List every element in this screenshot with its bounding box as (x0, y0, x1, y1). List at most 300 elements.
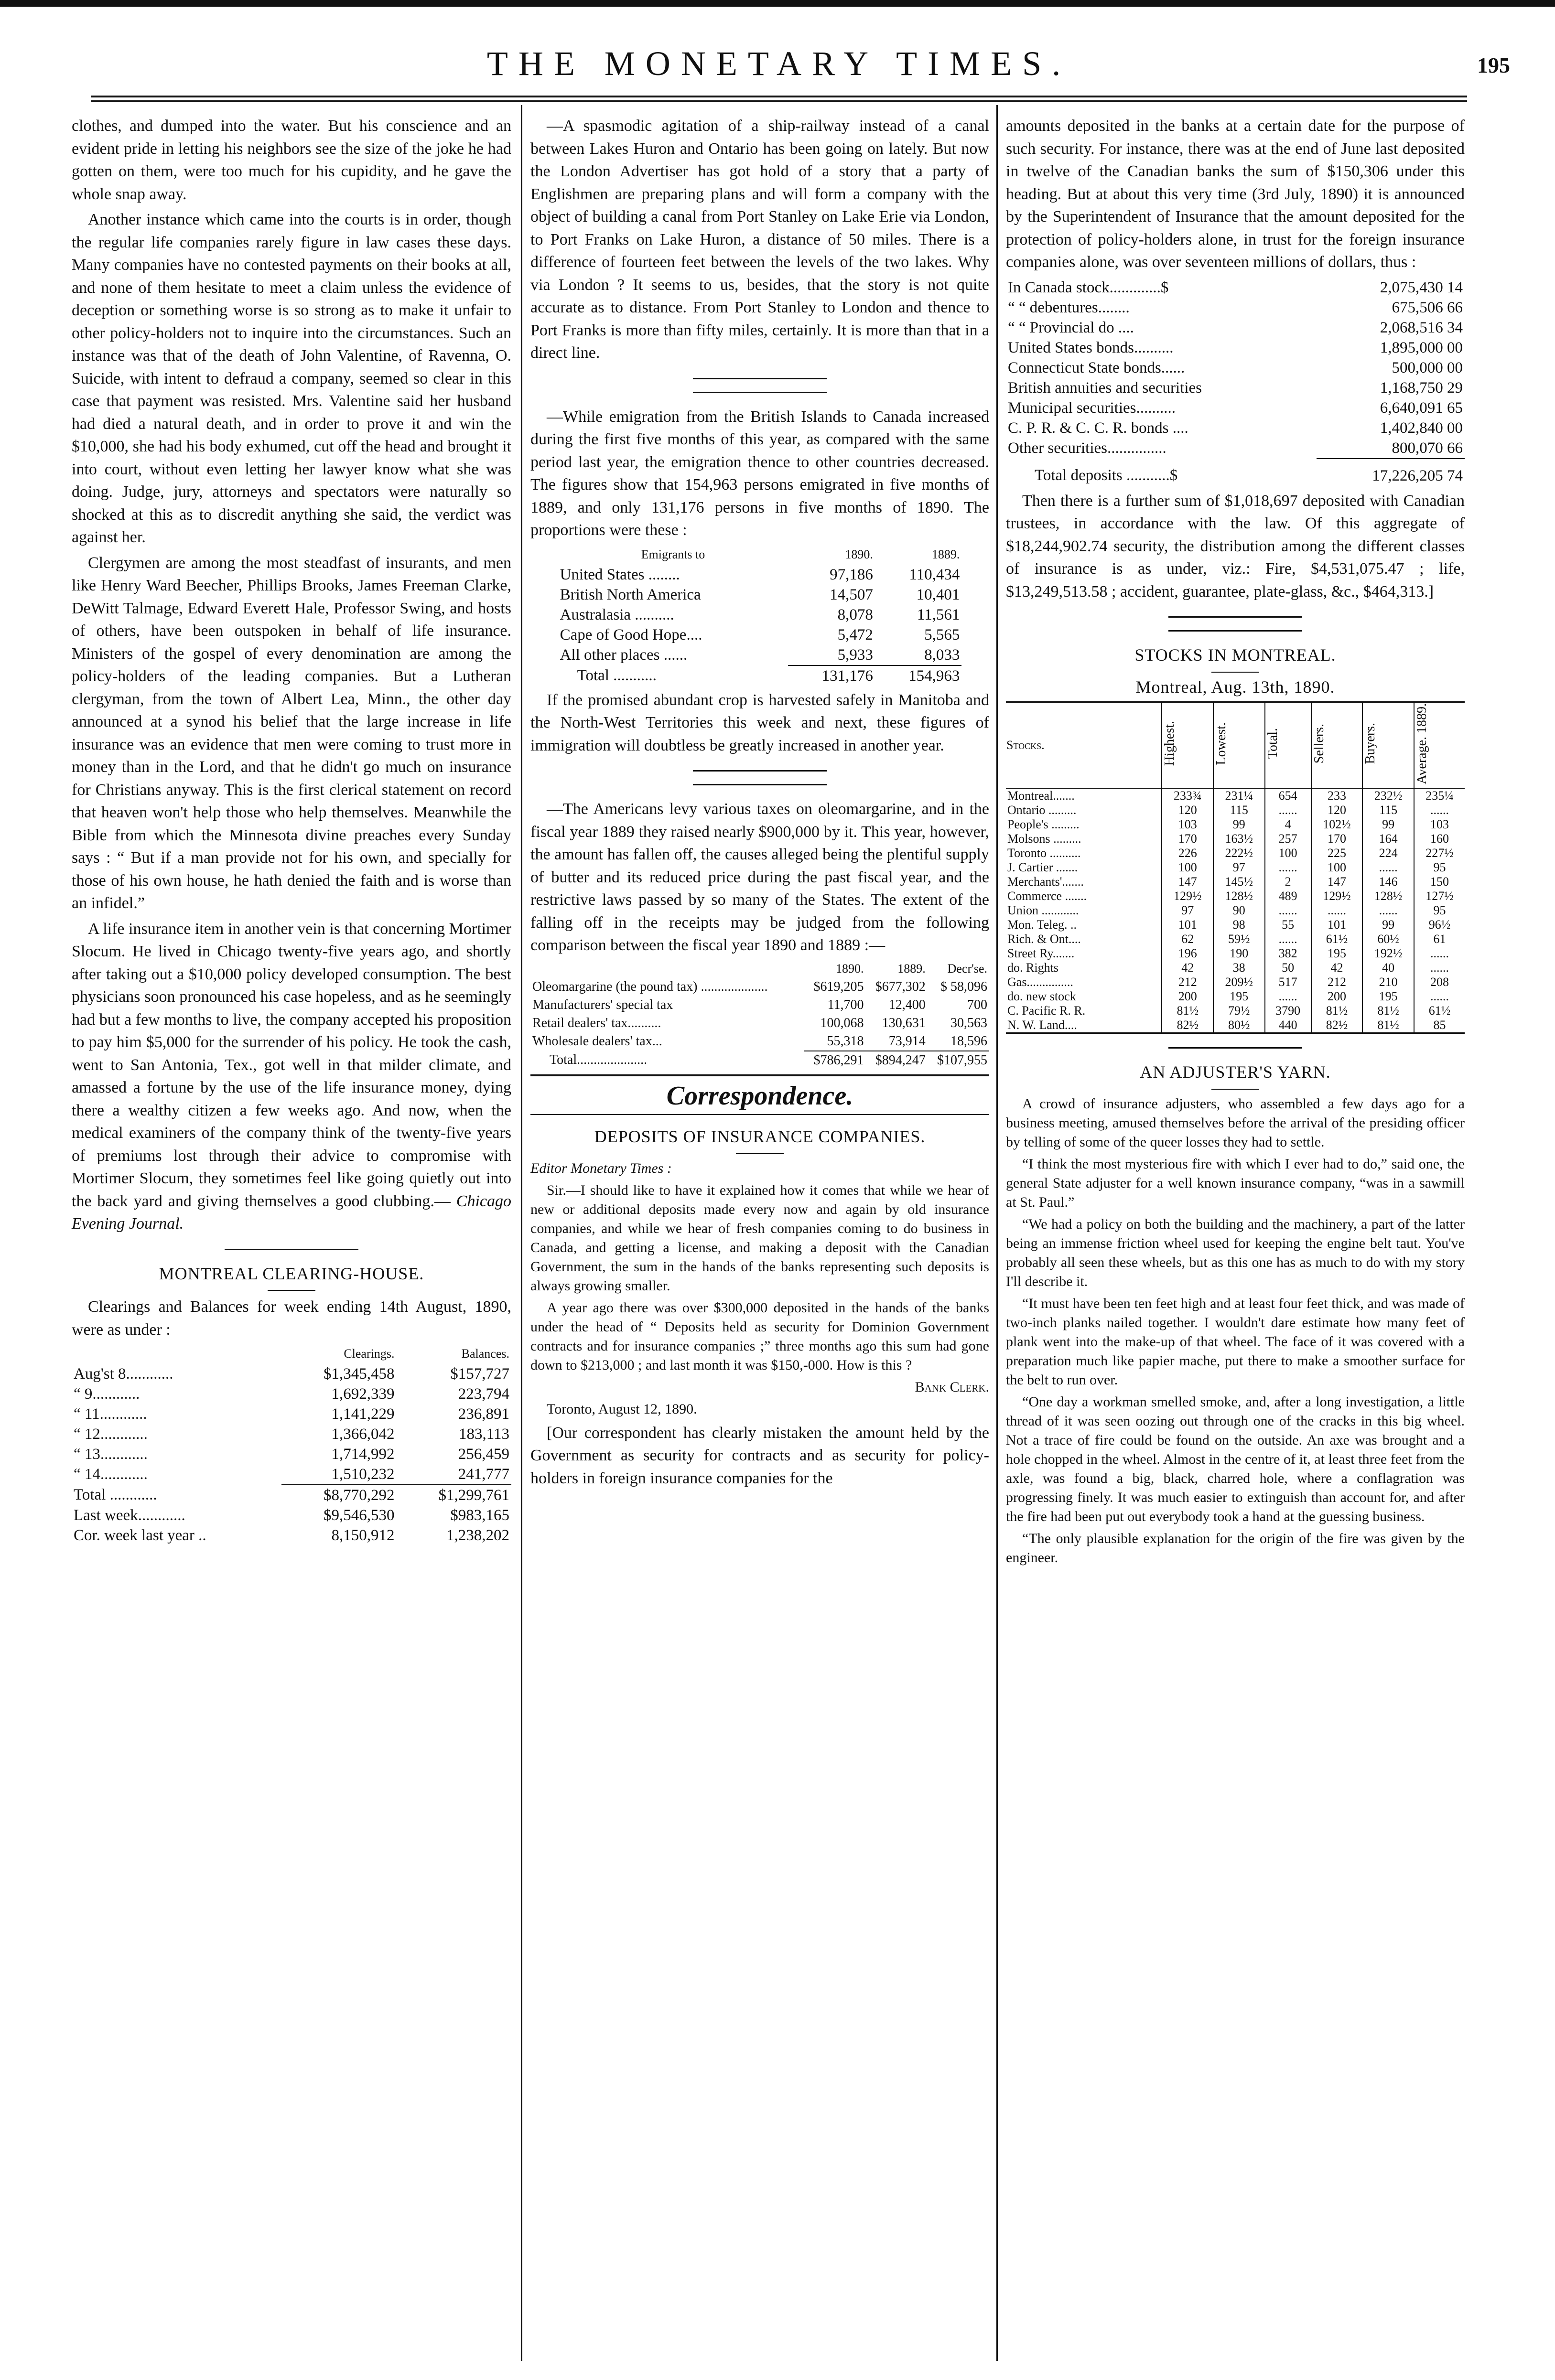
table-row (530, 1032, 989, 1051)
emigration-table (558, 545, 962, 686)
cell-highest: 103 (1162, 817, 1213, 832)
cell-buyers: ...... (1362, 860, 1414, 875)
row-label: Total ........... (577, 666, 657, 684)
row-label: “ “ debentures........ (1008, 299, 1130, 316)
cell-sellers: ...... (1311, 903, 1363, 918)
stocks-heading: STOCKS IN MONTREAL. (1134, 645, 1336, 665)
table-row (558, 645, 962, 665)
col-header-1890: 1890. (836, 961, 864, 976)
cell-1890: $619,205 (813, 979, 864, 994)
col-header-sellers: Sellers. (1311, 702, 1363, 788)
cell-sellers: 200 (1311, 989, 1363, 1004)
row-label: Total ............ (74, 1486, 157, 1503)
header-rule-bottom (91, 100, 1467, 102)
section-separator (693, 784, 827, 785)
stock-row (1006, 788, 1465, 803)
article-paragraph: clothes, and dumped into the water. But his conscience and an evident pride in letting his neighbors see the size of the joke he had gotten on them, were too much for his cupidity, and he gave the whole snap away. (72, 117, 511, 203)
row-label: Retail dealers' tax.......... (532, 1015, 661, 1030)
stock-row (1006, 1018, 1465, 1033)
col-header-clearings: Clearings. (344, 1347, 395, 1361)
cell-buyers: 115 (1362, 803, 1414, 817)
cell-stock-name: N. W. Land.... (1007, 1018, 1077, 1032)
cell-total: 517 (1265, 975, 1311, 989)
row-label: Manufacturers' special tax (532, 997, 673, 1012)
cell-lowest: 80½ (1213, 1018, 1265, 1033)
row-label: Wholesale dealers' tax... (532, 1033, 662, 1049)
letter-addressee: Editor Monetary Times : (530, 1160, 672, 1176)
cell-average-1889: 127½ (1414, 889, 1465, 903)
cell-highest: 233¾ (1162, 788, 1213, 803)
row-label: In Canada stock.............$ (1008, 279, 1169, 296)
cell-1889: 8,033 (924, 646, 960, 664)
cell-stock-name: Mon. Teleg. .. (1007, 918, 1077, 932)
cell-sellers: 129½ (1311, 889, 1363, 903)
cell-balances: $983,165 (450, 1507, 509, 1524)
column-1 (72, 115, 511, 2356)
column-divider-2 (996, 105, 998, 2361)
cell-lowest: 79½ (1213, 1004, 1265, 1018)
section-separator (1168, 1047, 1302, 1049)
cell-buyers: 224 (1362, 846, 1414, 860)
cell-total: ...... (1265, 989, 1311, 1004)
row-label: “ 11............ (74, 1405, 147, 1423)
letter-salutation (530, 1159, 989, 1178)
cell-lowest: 98 (1213, 918, 1265, 932)
article-paragraph: A crowd of insurance adjusters, who assembled a few days ago for a business meeting, amused themselves before the arrival of the presiding officer by telling of some of the queer losses they had to settle. (1006, 1095, 1465, 1150)
cell-sellers: 120 (1311, 803, 1363, 817)
cell-lowest: 195 (1213, 989, 1265, 1004)
cell-1889: 73,914 (888, 1033, 926, 1049)
col-header-1889: 1889. (931, 547, 960, 561)
cell-buyers: 60½ (1362, 932, 1414, 946)
editor-note: [Our correspondent has clearly mistaken the amount held by the Government as security for contracts and as security for policy-holders in foreign insurance companies for the (530, 1424, 989, 1487)
cell-value: 675,506 66 (1392, 299, 1463, 316)
letter-paragraph: A year ago there was over $300,000 deposited in the hands of the banks under the head of “ Deposits held as security for Dominion Government contracts and for insurance companies ;” three months ago this sum had gone down to $213,000 ; and last month it was $150,-000. How is this ? (530, 1299, 989, 1373)
section-separator (693, 392, 827, 393)
table-row (72, 1364, 511, 1384)
cell-stock-name: Montreal....... (1007, 789, 1075, 803)
stock-row (1006, 860, 1465, 875)
cell-balances: 241,777 (458, 1466, 509, 1483)
cell-lowest: 59½ (1213, 932, 1265, 946)
cell-decrease: $107,955 (928, 1051, 989, 1070)
cell-highest: 212 (1162, 975, 1213, 989)
cell-highest: 147 (1162, 875, 1213, 889)
cell-buyers: 40 (1362, 961, 1414, 975)
stock-row (1006, 975, 1465, 989)
column-2 (530, 115, 989, 2356)
cell-total: 100 (1265, 846, 1311, 860)
clearing-intro: Clearings and Balances for week ending 14th August, 1890, were as under : (72, 1298, 511, 1339)
cell-balances: $157,727 (450, 1365, 509, 1383)
cell-value: 6,640,091 65 (1380, 399, 1463, 417)
cell-1890: 97,186 (830, 566, 873, 583)
article-paragraph: —A spasmodic agitation of a ship-railway instead of a canal between Lakes Huron and Ontario has been going on lately. But now the London Advertiser has got hold of a story that a party of Englishmen are preparing plans and will form a company with the object of building a canal from Port Stanley on Lake Erie via London, to Port Franks on Lake Huron, a distance of 50 miles. There is a difference of fourteen feet between the levels of the two lakes. Why via London ? It seems to us, besides, that the story is not quite accurate as to distance. From Port Stanley to London and thence to Port Franks is more than fifty miles, certainly. It is more than that in a direct line. (530, 117, 989, 362)
cell-buyers: 128½ (1362, 889, 1414, 903)
row-label: “ “ Provincial do .... (1008, 319, 1134, 336)
cell-lowest: 209½ (1213, 975, 1265, 989)
cell-stock-name: Commerce ....... (1007, 889, 1087, 903)
cell-total: ...... (1265, 903, 1311, 918)
cell-value: 1,895,000 00 (1380, 339, 1463, 356)
cell-highest: 196 (1162, 946, 1213, 961)
cell-1889: 5,565 (924, 626, 960, 643)
total-row (530, 1051, 989, 1070)
table-header-row (1006, 702, 1465, 788)
page-number: 195 (1477, 53, 1510, 77)
cell-value: 1,402,840 00 (1380, 419, 1463, 437)
clearing-house-table (72, 1344, 511, 1545)
cell-buyers: 81½ (1362, 1004, 1414, 1018)
cell-sellers: 101 (1311, 918, 1363, 932)
row-label: United States ........ (560, 566, 680, 583)
col-header-1889: 1889. (897, 961, 926, 976)
cell-value: 2,068,516 34 (1380, 319, 1463, 336)
cell-total: 55 (1265, 918, 1311, 932)
cell-buyers: 99 (1362, 817, 1414, 832)
cell-total: 654 (1265, 788, 1311, 803)
cell-1889: 110,434 (909, 566, 960, 583)
paragraph-text: A life insurance item in another vein is that concerning Mortimer Slocum. He lived in Chicago twenty-five years ago, and shortly after taking out a $10,000 policy developed consumption. The best physicians soon pronounced his case hopeless, and as he seemingly had but a few months to live, the company accepted his proposition to pay him $5,000 for the surrender of his policy. He took the cash, went to San Antonia, Tex., got well in that milder climate, and amassed a fortune by the use of the life insurance money, dying there a wealthy citizen a few weeks ago. And now, when the medical examiners of the company think of the twenty-five years of premiums lost through their advice to compromise with Mortimer Slocum, they sometimes feel like going quietly out into the back yard and giving themselves a good clubbing.— (72, 920, 511, 1210)
cell-decrease: 18,596 (950, 1033, 987, 1049)
cell-clearings: 1,141,229 (331, 1405, 395, 1423)
table-row (558, 625, 962, 645)
section-separator (1168, 630, 1302, 632)
cell-highest: 100 (1162, 860, 1213, 875)
cell-highest: 170 (1162, 832, 1213, 846)
cell-lowest: 163½ (1213, 832, 1265, 846)
cell-balances: $1,299,761 (396, 1485, 511, 1505)
cell-lowest: 128½ (1213, 889, 1265, 903)
table-row (530, 996, 989, 1014)
article-paragraph (72, 918, 511, 1235)
cell-1890: 5,933 (837, 646, 873, 664)
cell-average-1889: 96½ (1414, 918, 1465, 932)
cell-highest: 129½ (1162, 889, 1213, 903)
article-paragraph: Another instance which came into the courts is in order, though the regular life companies rarely figure in law cases these days. Many companies have no contested payments on their books at all, and none of them hesitate to meet a claim unless the evidence of deception or something worse is so strong as to make it unfair to other policy-holders not to inquire into the circumstances. Such an instance was that of the death of John Valentine, of Ravenna, O. Suicide, with intent to defraud a company, seemed so clear in this case that payment was resisted. Mrs. Valentine said her husband had died a natural death, and in order to prove it and win the $10,000, she had his body exhumed, cut off the head and brought it into court, without even letting her lawyer know what she was doing. Judge, jury, attorneys and spectators were naturally so shocked at this as to discredit anything she said, the verdict was against her. (72, 211, 511, 546)
deposits-table (1006, 278, 1465, 486)
cell-highest: 62 (1162, 932, 1213, 946)
cell-stock-name: Merchants'....... (1007, 875, 1084, 889)
table-row (72, 1424, 511, 1444)
table-row (72, 1505, 511, 1525)
cell-sellers: 42 (1311, 961, 1363, 975)
cell-average-1889: 227½ (1414, 846, 1465, 860)
article-paragraph: —While emigration from the British Islands to Canada increased during the first five months of this year, as compared with the same period last year, the emigration thence to other countries decreased. The figures show that 154,963 persons emigrated in five months of 1889, and only 131,176 persons in five months of 1890. The proportions were these : (530, 407, 989, 539)
row-label: British annuities and securities (1008, 379, 1202, 397)
article-paragraph: If the promised abundant crop is harvested safely in Manitoba and the North-West Territories this week and next, these figures of immigration will doubtless be greatly increased in another year. (530, 691, 989, 754)
table-row (558, 585, 962, 605)
cell-lowest: 222½ (1213, 846, 1265, 860)
cell-average-1889: ...... (1414, 961, 1465, 975)
row-label: Cape of Good Hope.... (560, 626, 702, 643)
cell-average-1889: 61 (1414, 932, 1465, 946)
cell-1889: 12,400 (888, 997, 926, 1012)
cell-clearings: $1,345,458 (323, 1365, 395, 1383)
yarn-heading: AN ADJUSTER'S YARN. (1140, 1062, 1331, 1082)
cell-total: 3790 (1265, 1004, 1311, 1018)
col-header-1890: 1890. (845, 547, 873, 561)
cell-stock-name: do. new stock (1007, 989, 1076, 1004)
cell-1890: 100,068 (820, 1015, 864, 1030)
article-paragraph: “The only plausible explanation for the origin of the fire was given by the engineer. (1006, 1530, 1465, 1565)
article-paragraph: “I think the most mysterious fire with which I ever had to do,” said one, the general State adjuster for a well known insurance company, “was in a sawmill at St. Paul.” (1006, 1156, 1465, 1210)
stocks-date: Montreal, Aug. 13th, 1890. (1135, 677, 1335, 697)
cell-balances: 1,238,202 (446, 1527, 509, 1544)
row-label: United States bonds.......... (1008, 339, 1174, 356)
row-label: Cor. week last year .. (74, 1527, 206, 1544)
cell-1889: $677,302 (875, 979, 926, 994)
cell-balances: 236,891 (458, 1405, 509, 1423)
cell-stock-name: Street Ry....... (1007, 946, 1075, 961)
cell-total: 489 (1265, 889, 1311, 903)
cell-balances: 256,459 (458, 1446, 509, 1463)
total-row (1006, 459, 1465, 486)
cell-decrease: 700 (967, 997, 987, 1012)
cell-1889: 10,401 (916, 586, 960, 603)
table-row (1006, 338, 1465, 358)
stock-row (1006, 1004, 1465, 1018)
cell-average-1889: ...... (1414, 989, 1465, 1004)
cell-stock-name: Ontario ......... (1007, 803, 1077, 817)
col-header-total: Total. (1265, 702, 1311, 788)
col-header-decrease: Decr'se. (947, 961, 987, 976)
cell-sellers: 61½ (1311, 932, 1363, 946)
article-paragraph: “We had a policy on both the building and the machinery, a part of the latter being an immense friction wheel used for keeping the engine belt taut. You've probably all seen these wheels, but as this one has as much to do with my story I'll describe it. (1006, 1216, 1465, 1289)
table-row (558, 605, 962, 625)
stock-row (1006, 803, 1465, 817)
cell-1890: 55,318 (827, 1033, 864, 1049)
cell-total: 2 (1265, 875, 1311, 889)
cell-stock-name: Gas............... (1007, 975, 1073, 989)
col-header-lowest: Lowest. (1213, 702, 1265, 788)
cell-1890: 11,700 (827, 997, 864, 1012)
cell-lowest: 90 (1213, 903, 1265, 918)
letter-heading: DEPOSITS OF INSURANCE COMPANIES. (594, 1127, 926, 1146)
cell-stock-name: C. Pacific R. R. (1007, 1004, 1086, 1018)
short-rule (736, 1153, 784, 1154)
cell-1889: $894,247 (866, 1051, 928, 1070)
cell-average-1889: 235¼ (1414, 788, 1465, 803)
letter-place-date: Toronto, August 12, 1890. (547, 1401, 697, 1417)
col-header-label: Emigrants to (641, 547, 705, 561)
cell-stock-name: Rich. & Ont.... (1007, 932, 1081, 946)
cell-highest: 81½ (1162, 1004, 1213, 1018)
table-row (1006, 358, 1465, 378)
stock-row (1006, 889, 1465, 903)
article-paragraph: “It must have been ten feet high and at least four feet thick, and was made of two-inch planks nailed together. I wouldn't dare estimate how many feet of plank went into the make-up of that wheel. The face of it was covered with a preparation much like papier mache, put there to make a smoother surface for the belt to run over. (1006, 1295, 1465, 1388)
cell-buyers: 81½ (1362, 1018, 1414, 1033)
row-label: C. P. R. & C. C. R. bonds .... (1008, 419, 1188, 437)
cell-total: 440 (1265, 1018, 1311, 1033)
cell-total: 50 (1265, 961, 1311, 975)
cell-1889: 11,561 (917, 606, 960, 623)
cell-value: 500,000 00 (1392, 359, 1463, 376)
short-rule (1211, 672, 1259, 673)
row-label: “ 14............ (74, 1466, 148, 1483)
cell-lowest: 231¼ (1213, 788, 1265, 803)
table-row (1006, 398, 1465, 418)
cell-average-1889: 160 (1414, 832, 1465, 846)
table-row (530, 1014, 989, 1032)
row-label: Municipal securities.......... (1008, 399, 1176, 417)
article-paragraph: Then there is a further sum of $1,018,697 deposited with Canadian trustees, in accordance with the law. Of this aggregate of $18,244,902.74 security, the distribution among the different classes of insurance is as under, viz.: Fire, $4,531,075.47 ; life, $13,249,513.58 ; accident, guarantee, plate-glass, &c., $464,313.] (1006, 492, 1465, 600)
cell-clearings: 1,692,339 (331, 1385, 395, 1403)
col-header-average-1889: Average. 1889. (1414, 702, 1465, 788)
cell-highest: 82½ (1162, 1018, 1213, 1033)
cell-average-1889: 103 (1414, 817, 1465, 832)
cell-average-1889: 95 (1414, 860, 1465, 875)
cell-1890: 8,078 (837, 606, 873, 623)
table-header-row (72, 1344, 511, 1364)
cell-1890: 14,507 (830, 586, 873, 603)
table-row (72, 1525, 511, 1545)
row-label: Oleomargarine (the pound tax) .................... (532, 979, 768, 994)
cell-clearings: 8,150,912 (331, 1527, 395, 1544)
col-header-highest: Highest. (1162, 702, 1213, 788)
cell-clearings: $9,546,530 (323, 1507, 395, 1524)
cell-total: ...... (1265, 860, 1311, 875)
cell-clearings: 1,510,232 (331, 1466, 395, 1483)
cell-average-1889: 150 (1414, 875, 1465, 889)
cell-lowest: 99 (1213, 817, 1265, 832)
row-label: Last week............ (74, 1507, 185, 1524)
section-separator (1168, 616, 1302, 618)
row-label: Other securities............... (1008, 439, 1166, 457)
cell-buyers: 210 (1362, 975, 1414, 989)
total-row (558, 665, 962, 686)
cell-sellers: 100 (1311, 860, 1363, 875)
section-separator (693, 770, 827, 772)
cell-value: 2,075,430 14 (1380, 279, 1463, 296)
cell-buyers: 146 (1362, 875, 1414, 889)
cell-buyers: 232½ (1362, 788, 1414, 803)
article-paragraph: Clergymen are among the most steadfast of insurants, and men like Henry Ward Beecher, Phillips Brooks, James Freeman Clarke, DeWitt Talmage, Edward Everett Hale, Professor Swing, and hosts of others, have been outspoken in behalf of life insurance. Ministers of the gospel of every denomination are among the policy-holders of the leading companies. But a Lutheran clergyman, from the town of Albert Lea, Minn., the other day announced at a synod his belief that the large increase in life insurance was an evidence that men were coming to trust more in money than in the Lord, and that he didn't go much on insurance for Christians anyway. This is the first clerical statement on record that heaven won't help those who help themselves. Meanwhile the Bible from which the Minnesota divine preaches every Sunday says : “ But if a man provide not for his own, and specially for those of his own house, he hath denied the faith and is worse than an infidel.” (72, 554, 511, 912)
article-paragraph: —The Americans levy various taxes on oleomargarine, and in the fiscal year 1889 they raised nearly $900,000 by it. This year, however, the amount has fallen off, the causes alleged being the plentiful supply of butter and its reduced price during the past fiscal year, and the restrictive laws passed by so many of the States. The extent of the falling off in the receipts may be judged from the following comparison between the fiscal year 1890 and 1889 :— (530, 800, 989, 954)
cell-buyers: 195 (1362, 989, 1414, 1004)
cell-1890: 5,472 (837, 626, 873, 643)
stock-row (1006, 918, 1465, 932)
cell-1890: 131,176 (788, 665, 875, 686)
cell-highest: 200 (1162, 989, 1213, 1004)
row-label: Australasia .......... (560, 606, 674, 623)
stock-row (1006, 846, 1465, 860)
cell-clearings: 1,366,042 (331, 1426, 395, 1443)
cell-total: 257 (1265, 832, 1311, 846)
col-header-buyers: Buyers. (1362, 702, 1414, 788)
cell-sellers: 81½ (1311, 1004, 1363, 1018)
stock-row (1006, 903, 1465, 918)
cell-1890: $786,291 (804, 1051, 865, 1070)
cell-lowest: 97 (1213, 860, 1265, 875)
cell-sellers: 195 (1311, 946, 1363, 961)
cell-1889: 130,631 (882, 1015, 926, 1030)
short-rule (1211, 1089, 1259, 1090)
cell-lowest: 38 (1213, 961, 1265, 975)
cell-buyers: 192½ (1362, 946, 1414, 961)
section-separator (693, 378, 827, 379)
cell-sellers: 170 (1311, 832, 1363, 846)
cell-balances: 183,113 (458, 1426, 509, 1443)
total-row (72, 1485, 511, 1505)
clearing-house-heading: MONTREAL CLEARING-HOUSE. (159, 1264, 424, 1283)
cell-sellers: 225 (1311, 846, 1363, 860)
cell-lowest: 190 (1213, 946, 1265, 961)
row-label: British North America (560, 586, 701, 603)
row-label: Aug'st 8............ (74, 1365, 173, 1383)
table-row (1006, 318, 1465, 338)
article-paragraph: amounts deposited in the banks at a certain date for the purpose of such security. For instance, there was at the end of June last deposited in twelve of the Canadian banks the sum of $150,306 under this heading. But at about this very time (3rd July, 1890) it is announced by the Superintendent of Insurance that the amount deposited for the protection of policy-holders alone, in trust for the foreign insurance companies alone, was over seventeen millions of dollars, thus : (1006, 117, 1465, 271)
article-paragraph: “One day a workman smelled smoke, and, after a long investigation, a little thread of it was seen oozing out through one of the cracks in this big wheel. Not a trace of fire could be found on the outside. An axe was brought and a hole chopped in the wheel. Almost in the centre of it, at least three feet from the axle, was found a big, black, charred hole, where a conflagration was progressing finely. It was much easier to extinguish than account for, and after the fire had been put out everybody took a hand at the guessing business. (1006, 1394, 1465, 1524)
cell-average-1889: 61½ (1414, 1004, 1465, 1018)
cell-highest: 42 (1162, 961, 1213, 975)
cell-sellers: 82½ (1311, 1018, 1363, 1033)
row-label: Connecticut State bonds...... (1008, 359, 1185, 376)
column-divider-1 (521, 105, 522, 2361)
cell-average-1889: 85 (1414, 1018, 1465, 1033)
thin-rule (530, 1114, 989, 1115)
heavy-rule (530, 1074, 989, 1076)
section-separator (225, 1249, 358, 1250)
cell-total: ...... (1265, 932, 1311, 946)
cell-buyers: ...... (1362, 903, 1414, 918)
cell-stock-name: Molsons ......... (1007, 832, 1081, 846)
cell-buyers: 99 (1362, 918, 1414, 932)
correspondence-heading: Correspondence. (666, 1081, 853, 1111)
cell-lowest: 115 (1213, 803, 1265, 817)
stocks-table-body (1006, 788, 1465, 1033)
row-label: “ 12............ (74, 1426, 148, 1443)
cell-total: 382 (1265, 946, 1311, 961)
stock-row (1006, 832, 1465, 846)
stock-row (1006, 946, 1465, 961)
cell-value: 1,168,750 29 (1380, 379, 1463, 397)
source-credit: Chicago Evening Journal. (72, 1192, 511, 1233)
oleomargarine-table (530, 960, 989, 1070)
cell-sellers: 147 (1311, 875, 1363, 889)
cell-highest: 101 (1162, 918, 1213, 932)
cell-highest: 226 (1162, 846, 1213, 860)
table-row (72, 1444, 511, 1464)
col-header-balances: Balances. (461, 1347, 509, 1361)
cell-sellers: 233 (1311, 788, 1363, 803)
table-row (72, 1404, 511, 1424)
cell-sellers: 102½ (1311, 817, 1363, 832)
cell-sellers: 212 (1311, 975, 1363, 989)
row-label: Total deposits ...........$ (1035, 466, 1178, 484)
cell-average-1889: ...... (1414, 946, 1465, 961)
cell-buyers: 164 (1362, 832, 1414, 846)
cell-1889: 154,963 (875, 665, 962, 686)
cell-total: ...... (1265, 803, 1311, 817)
table-row (72, 1464, 511, 1485)
cell-highest: 120 (1162, 803, 1213, 817)
cell-total: 4 (1265, 817, 1311, 832)
table-row (1006, 278, 1465, 298)
stock-row (1006, 961, 1465, 975)
cell-stock-name: Toronto .......... (1007, 846, 1081, 860)
letter-paragraph: Sir.—I should like to have it explained how it comes that while we hear of new or additional deposits made every now and again by old insurance companies, and while we hear of fresh companies coming to do business in Canada, and getting a license, and making a deposit with the Canadian Government, the sum in the hands of the banks representing such deposits is always growing smaller. (530, 1182, 989, 1294)
cell-decrease: 30,563 (950, 1015, 987, 1030)
stock-row (1006, 932, 1465, 946)
header-rule-top (91, 96, 1467, 97)
cell-average-1889: ...... (1414, 803, 1465, 817)
row-label: Total..................... (550, 1052, 648, 1067)
stock-row (1006, 875, 1465, 889)
cell-value: 800,070 66 (1392, 439, 1463, 457)
table-row (1006, 438, 1465, 459)
short-rule (268, 1290, 315, 1291)
